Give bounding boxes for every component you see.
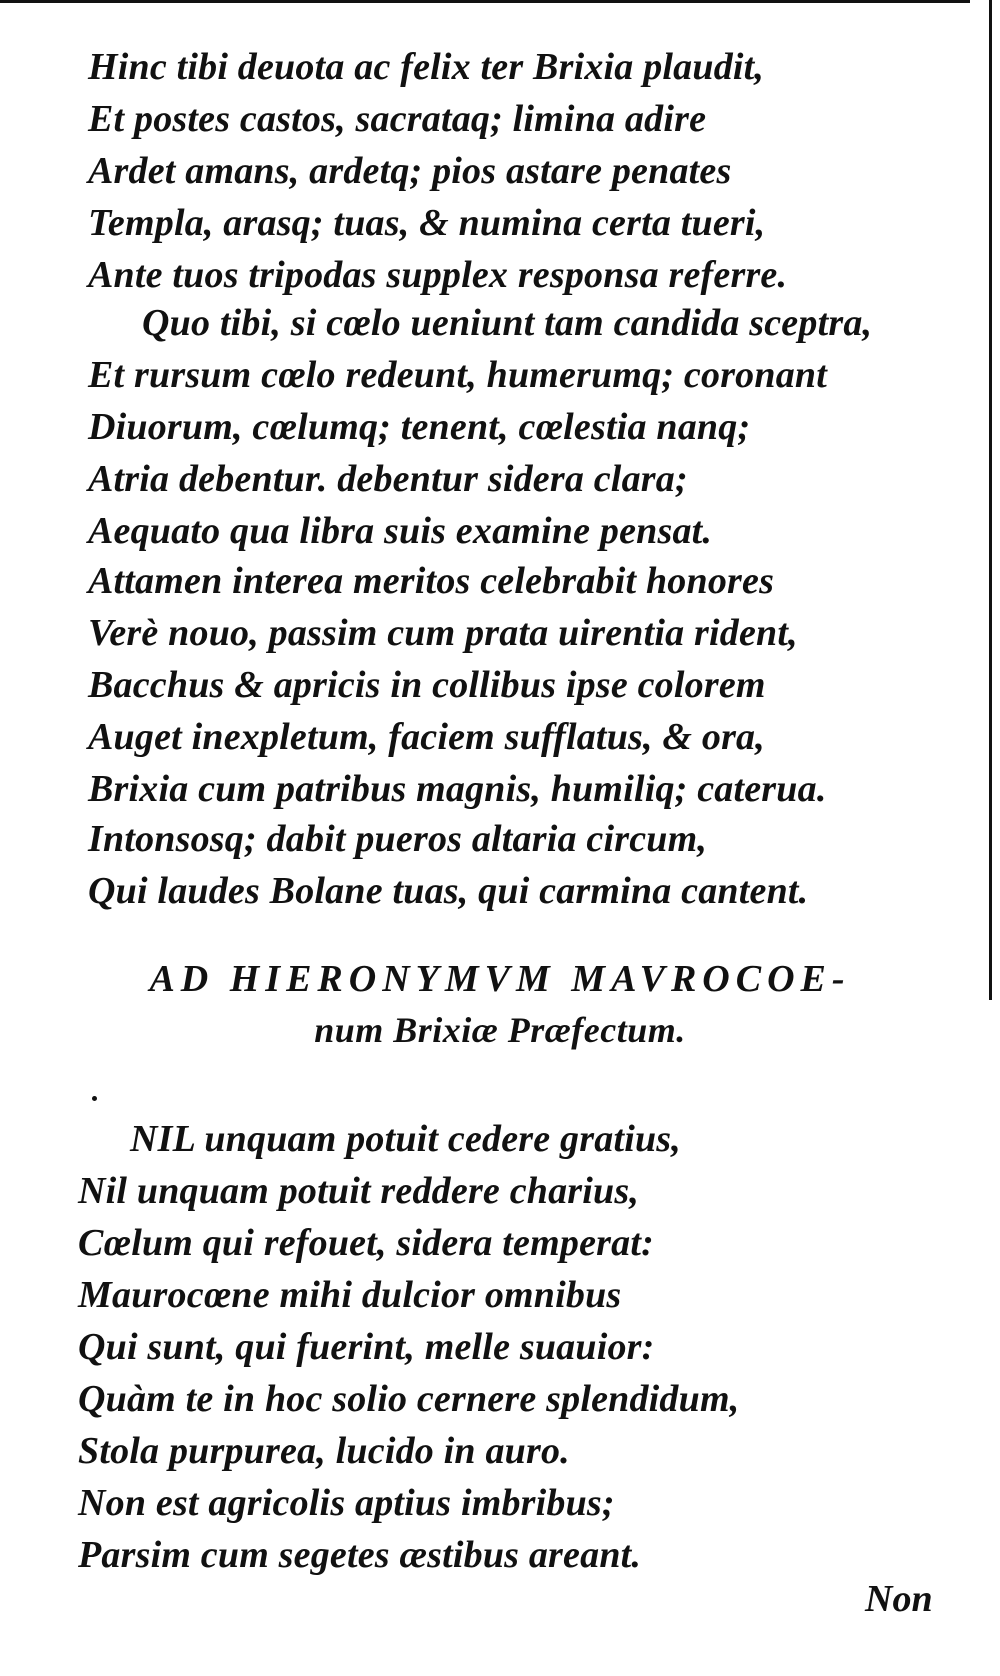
poem-2-line-2: Nil unquam potuit reddere charius, xyxy=(78,1170,640,1212)
poem-1-line-8: Diuorum, cœlumq; tenent, cœlestia nanq; xyxy=(88,406,751,448)
poem-2-line-5: Qui sunt, qui fuerint, melle suauior: xyxy=(78,1326,655,1368)
poem-1-line-2: Et postes castos, sacrataq; limina adire xyxy=(88,98,707,140)
poem-1-line-14: Auget inexpletum, faciem sufflatus, & ora, xyxy=(88,716,765,758)
poem-1-line-17: Qui laudes Bolane tuas, qui carmina cantent. xyxy=(88,870,809,912)
heading-line-1: AD HIERONYMVM MAVROCOE- xyxy=(149,958,851,1000)
poem-2-line-7: Stola purpurea, lucido in auro. xyxy=(78,1430,570,1472)
poem-2-line-1: NIL unquam potuit cedere gratius, xyxy=(130,1118,681,1160)
poem-2-line-8: Non est agricolis aptius imbribus; xyxy=(78,1482,615,1524)
poem-1-line-5: Ante tuos tripodas supplex responsa referre. xyxy=(88,254,788,296)
poem-1-line-10: Aequato qua libra suis examine pensat. xyxy=(88,510,713,552)
poem-1-line-12: Verè nouo, passim cum prata uirentia rident, xyxy=(88,612,798,654)
poem-1-line-11: Attamen interea meritos celebrabit honores xyxy=(88,560,775,602)
ink-speck xyxy=(92,1096,97,1101)
heading-line-2: num Brixiæ Præfectum. xyxy=(314,1010,686,1050)
poem-1-line-13: Bacchus & apricis in collibus ipse colorem xyxy=(88,664,766,706)
poem-2-line-3: Cœlum qui refouet, sidera temperat: xyxy=(78,1222,654,1264)
poem-1-line-3: Ardet amans, ardetq; pios astare penates xyxy=(88,150,732,192)
poem-1-line-1: Hinc tibi deuota ac felix ter Brixia plaudit, xyxy=(88,46,765,88)
poem-1-line-9: Atria debentur. debentur sidera clara; xyxy=(88,458,688,500)
poem-1-line-16: Intonsosq; dabit pueros altaria circum, xyxy=(88,818,708,860)
poem-1-line-15: Brixia cum patribus magnis, humiliq; caterua. xyxy=(88,768,827,810)
poem-2-line-9: Parsim cum segetes æstibus areant. xyxy=(78,1534,642,1576)
poem-2-line-6: Quàm te in hoc solio cernere splendidum, xyxy=(78,1378,740,1420)
poem-2-line-4: Maurocœne mihi dulcior omnibus xyxy=(78,1274,622,1316)
poem-1-line-6: Quo tibi, si cœlo ueniunt tam candida sceptra, xyxy=(142,302,873,344)
poem-1-line-7: Et rursum cœlo redeunt, humerumq; coronant xyxy=(88,354,828,396)
poem-1-line-4: Templa, arasq; tuas, & numina certa tueri, xyxy=(88,202,766,244)
catchword: Non xyxy=(865,1578,933,1620)
